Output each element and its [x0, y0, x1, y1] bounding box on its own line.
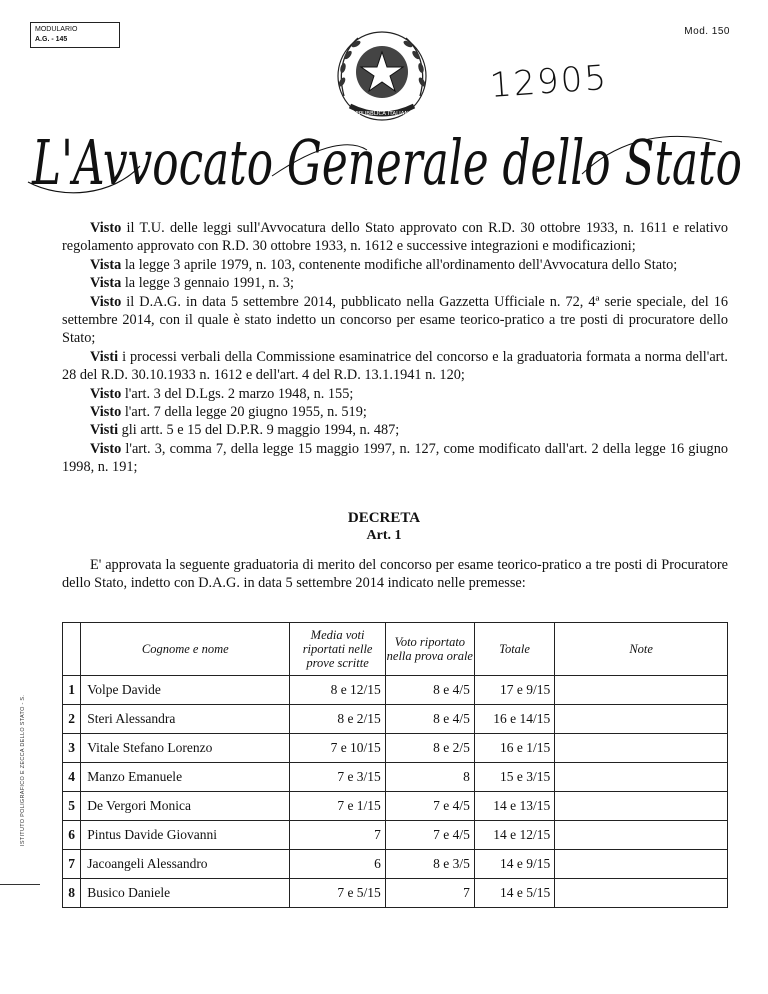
intro-paragraph: E' approvata la seguente graduatoria di merito del concorso per esame teorico-pratico a tre posti di Procuratore dello Stato, indetto con D.A.G. in data 5 settembre 2014 indicato nelle premesse: [62, 557, 728, 592]
header-notes: Note [555, 623, 728, 676]
table-header-row [63, 623, 728, 676]
ranking-table [62, 622, 728, 908]
visto-paragraph: Visti i processi verbali della Commissione esaminatrice del concorso e la graduatoria formata a norma dell'art. 28 del R.D. 30.10.1933 n. 1612 e dell'art. 4 del R.D. 13.1.1941 n. 120; [62, 348, 728, 384]
visto-paragraph: Visto l'art. 7 della legge 20 giugno 1955, n. 519; [90, 404, 367, 421]
margin-mark [0, 884, 40, 885]
visto-paragraph: Visto il D.A.G. in data 5 settembre 2014, pubblicato nella Gazzetta Ufficiale n. 72, 4ª serie speciale, del 16 settembre 2014, con il quale è stato indetto un concorso per esame teorico-pratico a tre posti di procuratore dello Stato; [62, 293, 728, 347]
printer-sidebar-text: ISTITUTO POLIGRAFICO E ZECCA DELLO STATO - S. [20, 694, 26, 846]
decreta-heading: DECRETA [347, 510, 421, 526]
table-row: 6 Pintus Davide Giovanni 7 7 e 4/5 14 e 12/15 [63, 821, 728, 850]
handwritten-protocol-number: 12905 [488, 57, 610, 106]
header-name: Cognome e nome [81, 623, 290, 676]
modulario-code: A.G. - 145 [35, 36, 68, 43]
table-row: 2 Steri Alessandra 8 e 2/15 8 e 4/5 16 e 14/15 [63, 705, 728, 734]
title-text: L'Avvocato Generale dello Stato [31, 126, 743, 199]
modulario-box [30, 22, 120, 48]
visto-paragraph: Vista la legge 3 aprile 1979, n. 103, contenente modifiche all'ordinamento dell'Avvocatura dello Stato; [90, 256, 678, 273]
header-total: Totale [474, 623, 554, 676]
article-heading: Art. 1 [366, 528, 402, 543]
table-row: 7 Jacoangeli Alessandro 6 8 e 3/5 14 e 9/15 [63, 850, 728, 879]
header-oral: Voto riportato nella prova orale [385, 623, 474, 676]
modulario-label: MODULARIO [35, 26, 78, 33]
visto-paragraph: Visto il T.U. delle leggi sull'Avvocatura dello Stato approvato con R.D. 30 ottobre 1933, n. 1611 e relativo regolamento approvato con R.D. 30 ottobre 1933, n. 1612 e successive integrazioni e modificazioni; [62, 220, 728, 255]
calligraphic-title [22, 122, 752, 202]
visti-section [62, 219, 728, 477]
table-row: 8 Busico Daniele 7 e 5/15 7 14 e 5/15 [63, 879, 728, 908]
emblem-ribbon-text: REPUBBLICA ITALIANA [351, 111, 413, 117]
visto-paragraph: Visto l'art. 3 del D.Lgs. 2 marzo 1948, n. 155; [90, 385, 354, 402]
republic-emblem-icon [328, 22, 436, 128]
visto-paragraph: Vista la legge 3 gennaio 1991, n. 3; [90, 275, 294, 292]
header-rank [63, 623, 81, 676]
header-written: Media voti riportati nelle prove scritte [290, 623, 385, 676]
table-row: 4 Manzo Emanuele 7 e 3/15 8 15 e 3/15 [63, 763, 728, 792]
mod-number: Mod. 150 [684, 26, 730, 37]
visto-paragraph: Visti gli artt. 5 e 15 del D.P.R. 9 maggio 1994, n. 487; [90, 422, 400, 439]
table-row: 3 Vitale Stefano Lorenzo 7 e 10/15 8 e 2/5 16 e 1/15 [63, 734, 728, 763]
table-row: 5 De Vergori Monica 7 e 1/15 7 e 4/5 14 e 13/15 [63, 792, 728, 821]
visto-paragraph: Visto l'art. 3, comma 7, della legge 15 maggio 1997, n. 127, come modificato dall'art. 2 della legge 16 giugno 1998, n. 191; [62, 440, 728, 476]
table-row: 1 Volpe Davide 8 e 12/15 8 e 4/5 17 e 9/15 [63, 676, 728, 705]
